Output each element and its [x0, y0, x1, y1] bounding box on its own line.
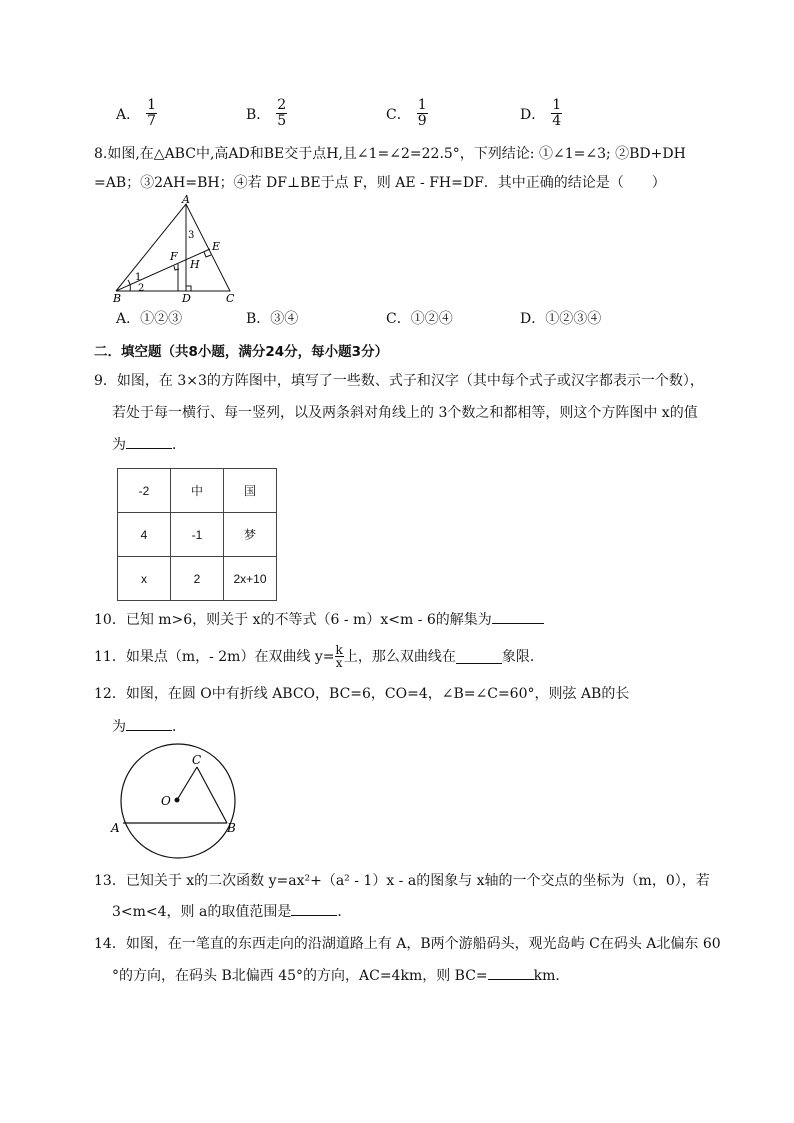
q12-line2: 为 ． [112, 716, 186, 737]
answer-blank [456, 649, 502, 664]
q14-line1: 14．如图，在一笔直的东西走向的沿湖道路上有 A，B两个游船码头，观光岛屿 C在码头 A北偏东 60 [94, 936, 721, 952]
label-d: D [182, 292, 191, 305]
fraction: $\frac{1}{9}$ [417, 97, 427, 129]
label-o: O [161, 794, 171, 808]
section-heading: 二．填空题（共8小题，满分24分，每小题3分） [94, 344, 389, 360]
q14-line2: °的方向，在码头 B北偏西 45°的方向，AC=4km，则 BC= km． [112, 965, 569, 986]
label-a: A [182, 194, 190, 206]
center-point [175, 798, 180, 803]
q8-option-c: C．①②④ [386, 311, 453, 327]
grid-cell: 国 [224, 469, 277, 513]
segment-co [177, 767, 197, 800]
label-angle-1: 1 [135, 272, 142, 283]
q12-circle-figure [108, 742, 240, 860]
q8-triangle-figure [108, 194, 248, 306]
q9-line1: 9．如图，在 3×3的方阵图中，填写了一些数、式子和汉字（其中每个式子或汉字都表示一个数）， [94, 373, 704, 389]
q8-option-b: B．③④ [246, 311, 299, 327]
answer-blank [126, 434, 172, 449]
q8-option-d: D．①②③④ [520, 311, 602, 327]
q12-line1: 12．如图，在圆 O中有折线 ABCO，BC=6，CO=4，∠B=∠C=60°，则弦 AB的长 [94, 686, 630, 702]
q13-line2: 3<m<4，则 a的取值范围是 ． [112, 901, 351, 922]
grid-cell: 2x+10 [224, 557, 277, 601]
q8-line2: =AB；③2AH=BH；④若 DF⊥BE于点 F，则 AE - FH=DF．其中正确的结论是（ ） [94, 175, 666, 191]
answer-blank [488, 965, 534, 980]
grid-cell: 4 [118, 513, 171, 557]
q7-option-a: A． $\frac{1}{7}$ [116, 97, 157, 129]
q7-option-b: B． $\frac{2}{5}$ [246, 97, 287, 129]
label-angle-3: 3 [188, 230, 195, 241]
label-c: C [192, 753, 202, 767]
label-e: E [212, 240, 221, 253]
grid-row [118, 513, 277, 557]
grid-cell: 梦 [224, 513, 277, 557]
answer-blank [492, 609, 544, 624]
grid-row [118, 469, 277, 513]
label-b: B [113, 292, 122, 305]
q9-line2: 若处于每一横行、每一竖列，以及两条斜对角线上的 3个数之和都相等，则这个方阵图中 x的值 [112, 405, 698, 421]
label-c: C [226, 292, 235, 305]
segment-bc [197, 767, 227, 823]
grid-cell: x [118, 557, 171, 601]
q7-option-c: C． $\frac{1}{9}$ [386, 97, 427, 129]
right-angle-e [204, 252, 211, 257]
q10: 10．已知 m>6，则关于 x的不等式（6 - m）x<m - 6的解集为 [94, 609, 544, 630]
answer-blank [291, 901, 337, 916]
label-a: A [111, 821, 120, 835]
fraction: $\frac{1}{7}$ [147, 97, 157, 129]
label-angle-2: 2 [138, 283, 145, 294]
grid-cell: 2 [171, 557, 224, 601]
q11: 11．如果点（m，- 2m）在双曲线 y= $\frac{k}{x}$ 上，那么双曲线在 象限． [94, 643, 544, 670]
fraction: $\frac{k}{x}$ [335, 643, 343, 670]
q8-option-a: A．①②③ [116, 311, 183, 327]
right-angle-d [186, 286, 191, 291]
q8-line1: 8.如图,在△ABC中,高AD和BE交于点H,且∠1=∠2=22.5°，下列结论: ①∠1=∠3; ②BD+DH [94, 146, 686, 162]
grid-cell: 中 [171, 469, 224, 513]
grid-row [118, 557, 277, 601]
label-b: B [227, 821, 236, 835]
q13-line1: 13．已知关于 x的二次函数 y=ax²+（a² - 1）x - a的图象与 x轴的一个交点的坐标为（m，0），若 [94, 873, 710, 889]
q9-line3: 为 ． [112, 434, 186, 455]
q7-option-d: D． $\frac{1}{4}$ [520, 97, 562, 129]
grid-cell: -2 [118, 469, 171, 513]
label-f: F [170, 250, 178, 263]
fraction: $\frac{1}{4}$ [552, 97, 562, 129]
grid-cell: -1 [171, 513, 224, 557]
label-h: H [190, 258, 200, 271]
answer-blank [126, 716, 172, 731]
fraction: $\frac{2}{5}$ [277, 97, 287, 129]
q9-grid [117, 468, 277, 601]
